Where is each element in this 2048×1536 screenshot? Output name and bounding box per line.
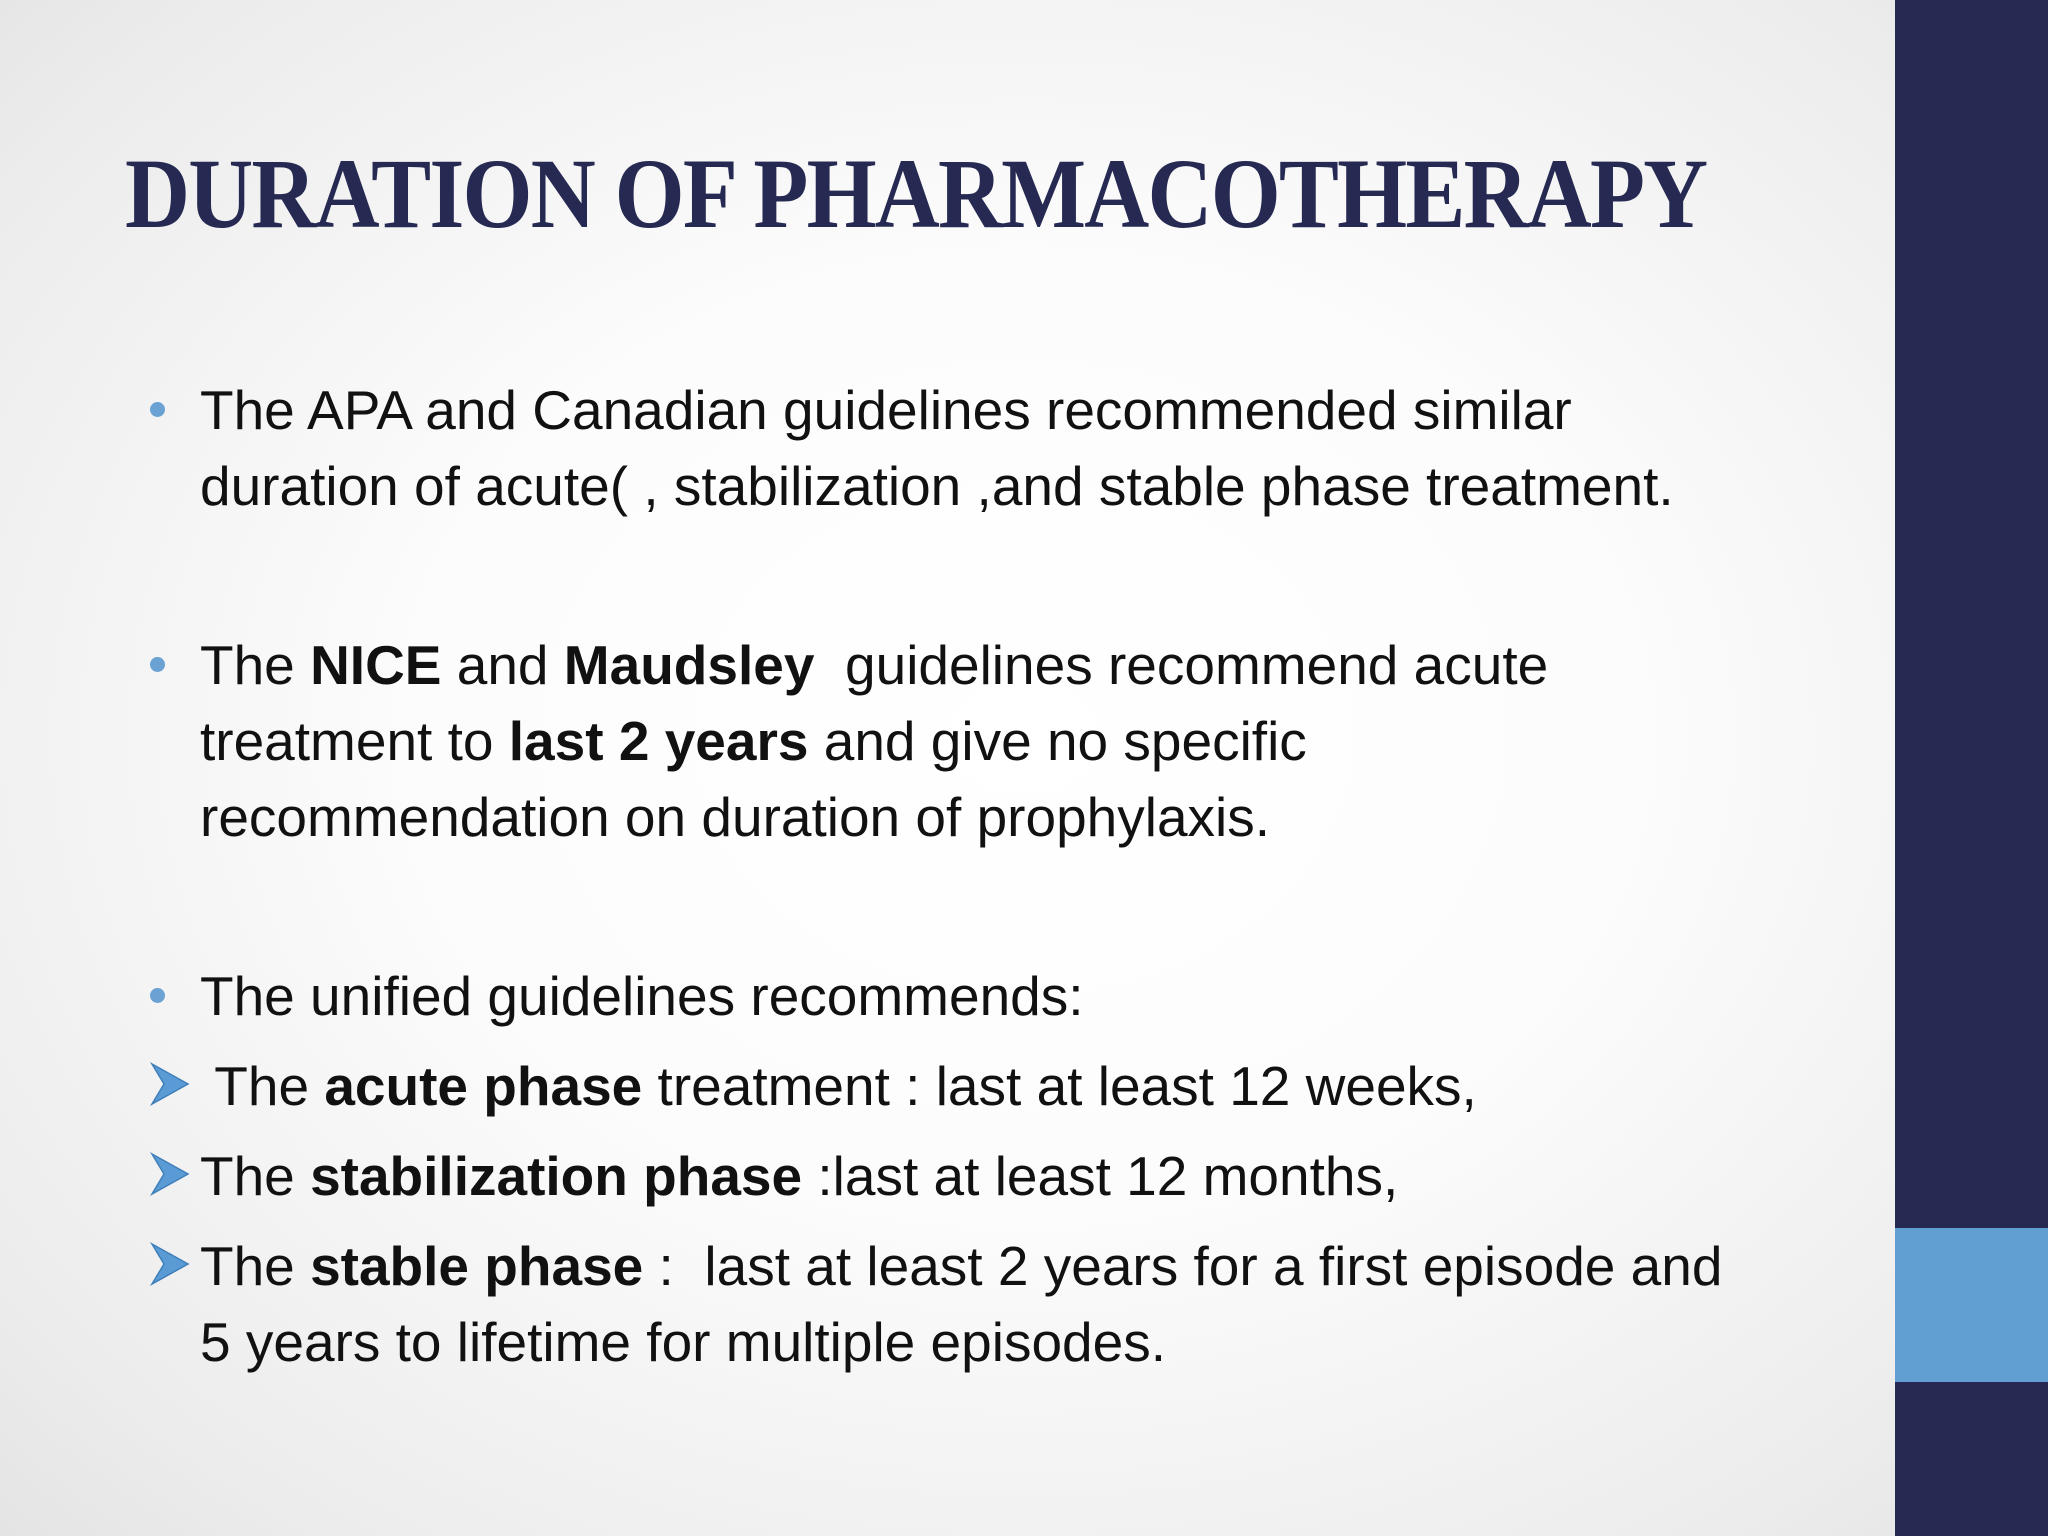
bullet-apa-canadian [150,372,1870,524]
text-run: The [200,1145,311,1207]
bullet-nice-maudsley [150,627,1870,855]
text-run: and [441,634,564,696]
arrow-bullet-icon [150,1152,190,1196]
bold-text: last 2 years [508,710,809,772]
bold-text: acute phase [324,1055,643,1117]
bold-text: stable phase [310,1235,644,1297]
bullet-line: duration of acute( , stabilization ,and stable phase treatment. [200,455,1674,517]
arrow-line [200,1228,1870,1304]
right-sidebar-bar [1895,0,2048,1536]
bullet-line [200,627,1870,703]
round-bullet-icon [150,657,165,672]
bold-text: stabilization phase [310,1145,803,1207]
slide-content [150,372,1870,1380]
arrow-line: 5 years to lifetime for multiple episodes. [200,1311,1166,1373]
round-bullet-icon [150,402,165,417]
slide-title: DURATION OF PHARMACOTHERAPY [125,138,1707,249]
text-run: The [200,634,311,696]
arrow-item-acute [150,1048,1870,1124]
arrow-line [200,1138,1870,1214]
bold-text: Maudsley [563,634,815,696]
arrow-line [200,1048,1870,1124]
arrow-bullet-icon [150,1062,190,1106]
bold-text: NICE [310,634,442,696]
round-bullet-icon [150,988,165,1003]
text-run: and give no specific [808,710,1307,772]
sidebar-accent-block [1895,1228,2048,1382]
bullet-line: The unified guidelines recommends: [200,965,1084,1027]
text-run: treatment : last at least 12 weeks, [642,1055,1477,1117]
bullet-unified [150,958,1870,1034]
arrow-item-stabilization [150,1138,1870,1214]
text-run: :last at least 12 months, [802,1145,1399,1207]
text-run: The [200,1235,311,1297]
bullet-line: recommendation on duration of prophylaxis. [200,786,1271,848]
text-run: The [200,1055,325,1117]
text-run: treatment to [200,710,509,772]
bullet-line [200,703,1870,779]
arrow-bullet-icon [150,1242,190,1286]
arrow-item-stable [150,1228,1870,1380]
bullet-line: The APA and Canadian guidelines recommended similar [200,379,1572,441]
text-run: guidelines recommend acute [814,634,1549,696]
text-run: : last at least 2 years for a first episode and [643,1235,1723,1297]
